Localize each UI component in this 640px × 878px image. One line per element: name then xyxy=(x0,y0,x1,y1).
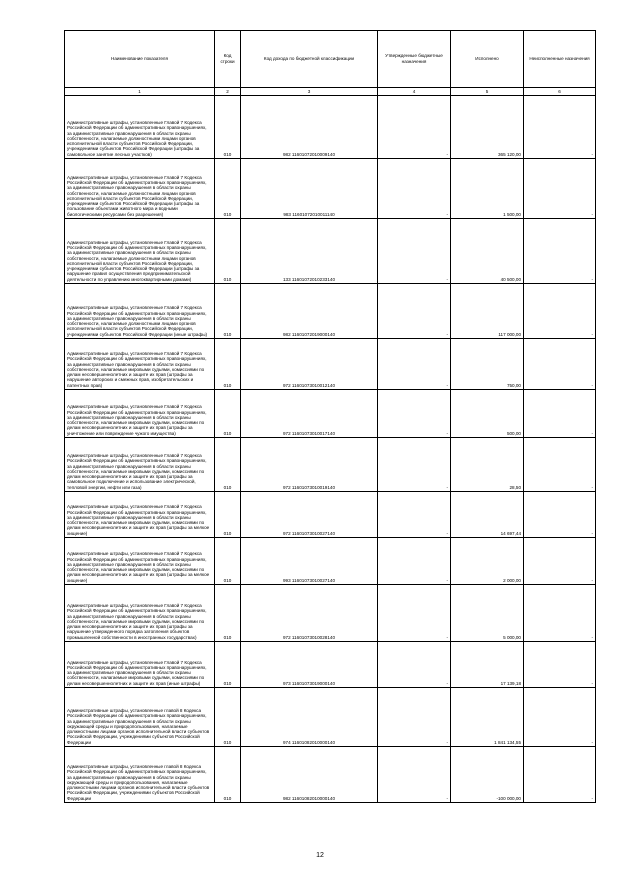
remaining-amount: - xyxy=(524,492,596,538)
budget-execution-table xyxy=(64,30,596,803)
indicator-name: Административные штрафы, установленные Главой 7 Кодекса Российской Федерации об административных правонарушениях, за административные правонарушения в области охраны собственности, налагаемые должностными лицами органов исполнительной власти субъектов Российской Федерации, учреждениями субъектов Российской Федерации (иные штрафы) xyxy=(65,284,215,339)
row-code: 010 xyxy=(215,538,241,585)
executed-amount: 2 000,00 xyxy=(451,538,524,585)
row-code: 010 xyxy=(215,585,241,642)
approved-amount: - xyxy=(378,642,451,688)
header-approved: Утвержденные бюджетные назначения xyxy=(378,31,451,88)
remaining-amount: - xyxy=(524,219,596,284)
column-number: 6 xyxy=(524,88,596,96)
column-number: 2 xyxy=(215,88,241,96)
approved-amount: - xyxy=(378,339,451,390)
remaining-amount: - xyxy=(524,339,596,390)
indicator-name: Административные штрафы, установленные главой 8 Кодекса Российской Федерации об административных правонарушениях, за административные правонарушения в области охраны окружающей среды и природопользования, налагаемые должностными лицами органов исполнительной власти субъектов Российской Федерации, учреждениями субъектов Российской Федерации xyxy=(65,747,215,803)
header-code: Код строки xyxy=(215,31,241,88)
income-code: 972 11601073010028140 xyxy=(241,585,378,642)
executed-amount: 365 120,00 xyxy=(451,96,524,159)
executed-amount: -100 000,00 xyxy=(451,747,524,803)
approved-amount: - xyxy=(378,492,451,538)
column-number: 5 xyxy=(451,88,524,96)
executed-amount: 1 500,00 xyxy=(451,159,524,219)
row-code: 010 xyxy=(215,159,241,219)
header-row xyxy=(65,31,596,88)
indicator-name: Административные штрафы, установленные Главой 7 Кодекса Российской Федерации об административных правонарушениях, за административные правонарушения в области охраны собственности, налагаемые мировыми судьями, комиссиями по делам несовершеннолетних и защите их прав (штрафы за нарушение авторских и смежных прав, изобретательских и патентных прав) xyxy=(65,339,215,390)
page-number: 12 xyxy=(316,852,324,859)
remaining-amount: - xyxy=(524,747,596,803)
executed-amount: 28,50 xyxy=(451,438,524,492)
header-name: Наименование показателя xyxy=(65,31,215,88)
approved-amount: - xyxy=(378,538,451,585)
column-number-row xyxy=(65,88,596,96)
income-code: 133 11601072010233140 xyxy=(241,219,378,284)
income-code: 972 11601073010019140 xyxy=(241,438,378,492)
approved-amount: - xyxy=(378,688,451,747)
executed-amount: 750,00 xyxy=(451,339,524,390)
income-code: 982 11601082010000140 xyxy=(241,747,378,803)
indicator-name: Административные штрафы, установленные Главой 7 Кодекса Российской Федерации об административных правонарушениях, за административные правонарушения в области охраны собственности, налагаемые мировыми судьями, комиссиями по делам несовершеннолетних и защите их прав (штрафы за мелкое хищение) xyxy=(65,492,215,538)
row-code: 010 xyxy=(215,390,241,438)
executed-amount: 14 697,44 xyxy=(451,492,524,538)
remaining-amount: - xyxy=(524,538,596,585)
table-row xyxy=(65,688,596,747)
row-code: 010 xyxy=(215,284,241,339)
approved-amount: - xyxy=(378,96,451,159)
indicator-name: Административные штрафы, установленные Главой 7 Кодекса Российской Федерации об административных правонарушениях, за административные правонарушения в области охраны собственности, налагаемые должностными лицами органов исполнительной власти субъектов Российской Федерации, учреждениями субъектов Российской Федерации (штрафы за самовольное занятие лесных участков) xyxy=(65,96,215,159)
approved-amount: - xyxy=(378,284,451,339)
table-row xyxy=(65,438,596,492)
table-body xyxy=(65,96,596,803)
table-row xyxy=(65,747,596,803)
indicator-name: Административные штрафы, установленные Главой 7 Кодекса Российской Федерации об административных правонарушениях, за административные правонарушения в области охраны собственности, налагаемые мировыми судьями, комиссиями по делам несовершеннолетних и защите их прав (иные штрафы) xyxy=(65,642,215,688)
indicator-name: Административные штрафы, установленные главой 8 Кодекса Российской Федерации об административных правонарушениях, за административные правонарушения в области охраны окружающей среды и природопользования, налагаемые должностными лицами органов исполнительной власти субъектов Российской Федерации, учреждениями субъектов Российской Федерации xyxy=(65,688,215,747)
header-kbk: Код дохода по бюджетной классификации xyxy=(241,31,378,88)
row-code: 010 xyxy=(215,492,241,538)
remaining-amount: - xyxy=(524,159,596,219)
column-number: 1 xyxy=(65,88,215,96)
header-executed: Исполнено xyxy=(451,31,524,88)
income-code: 982 11601072019000140 xyxy=(241,284,378,339)
approved-amount: - xyxy=(378,159,451,219)
executed-amount: 1 841 134,55 xyxy=(451,688,524,747)
column-number: 3 xyxy=(241,88,378,96)
table-row xyxy=(65,284,596,339)
table-row xyxy=(65,96,596,159)
table-row xyxy=(65,585,596,642)
income-code: 993 11601073010027140 xyxy=(241,538,378,585)
income-code: 983 11601072010011140 xyxy=(241,159,378,219)
table-row xyxy=(65,390,596,438)
remaining-amount: - xyxy=(524,585,596,642)
remaining-amount: - xyxy=(524,390,596,438)
executed-amount: 500,00 xyxy=(451,390,524,438)
executed-amount: 117 000,00 xyxy=(451,284,524,339)
remaining-amount: - xyxy=(524,438,596,492)
indicator-name: Административные штрафы, установленные Главой 7 Кодекса Российской Федерации об административных правонарушениях, за административные правонарушения в области охраны собственности, налагаемые должностными лицами органов исполнительной власти субъектов Российской Федерации, учреждениями субъектов Российской Федерации (штрафы за пользование объектами животного мира и водными биологическими ресурсами без разрешения) xyxy=(65,159,215,219)
table-row xyxy=(65,339,596,390)
income-code: 972 11601073010027140 xyxy=(241,492,378,538)
executed-amount: 17 139,18 xyxy=(451,642,524,688)
table-row xyxy=(65,219,596,284)
row-code: 010 xyxy=(215,438,241,492)
executed-amount: 40 500,00 xyxy=(451,219,524,284)
remaining-amount: - xyxy=(524,642,596,688)
row-code: 010 xyxy=(215,339,241,390)
row-code: 010 xyxy=(215,642,241,688)
approved-amount: - xyxy=(378,390,451,438)
executed-amount: 5 000,00 xyxy=(451,585,524,642)
indicator-name: Административные штрафы, установленные Главой 7 Кодекса Российской Федерации об административных правонарушениях, за административные правонарушения в области охраны собственности, налагаемые мировыми судьями, комиссиями по делам несовершеннолетних и защите их прав (штрафы за уничтожение или повреждение чужого имущества) xyxy=(65,390,215,438)
income-code: 972 11601073010012140 xyxy=(241,339,378,390)
row-code: 010 xyxy=(215,219,241,284)
row-code: 010 xyxy=(215,688,241,747)
row-code: 010 xyxy=(215,747,241,803)
table-row xyxy=(65,159,596,219)
approved-amount: - xyxy=(378,438,451,492)
header-remaining: Неисполненные назначения xyxy=(524,31,596,88)
remaining-amount: - xyxy=(524,96,596,159)
remaining-amount: - xyxy=(524,284,596,339)
approved-amount: - xyxy=(378,747,451,803)
column-number: 4 xyxy=(378,88,451,96)
approved-amount: - xyxy=(378,585,451,642)
income-code: 973 11601073019000140 xyxy=(241,642,378,688)
indicator-name: Административные штрафы, установленные Главой 7 Кодекса Российской Федерации об административных правонарушениях, за административные правонарушения в области охраны собственности, налагаемые мировыми судьями, комиссиями по делам несовершеннолетних и защите их прав (штрафы за мелкое хищение) xyxy=(65,538,215,585)
indicator-name: Административные штрафы, установленные Главой 7 Кодекса Российской Федерации об административных правонарушениях, за административные правонарушения в области охраны собственности, налагаемые должностными лицами органов исполнительной власти субъектов Российской Федерации, учреждениями субъектов Российской Федерации (штрафы за нарушение правил осуществления предпринимательской деятельности по управлению многоквартирными домами) xyxy=(65,219,215,284)
remaining-amount: - xyxy=(524,688,596,747)
table-row xyxy=(65,492,596,538)
row-code: 010 xyxy=(215,96,241,159)
income-code: 974 11601082010000140 xyxy=(241,688,378,747)
indicator-name: Административные штрафы, установленные Главой 7 Кодекса Российской Федерации об административных правонарушениях, за административные правонарушения в области охраны собственности, налагаемые мировыми судьями, комиссиями по делам несовершеннолетних и защите их прав (штрафы за самовольное подключение и использование электрической, тепловой энергии, нефти или газа) xyxy=(65,438,215,492)
income-code: 982 11601072010009140 xyxy=(241,96,378,159)
income-code: 972 11601073010017140 xyxy=(241,390,378,438)
approved-amount: - xyxy=(378,219,451,284)
table-row xyxy=(65,642,596,688)
indicator-name: Административные штрафы, установленные Главой 7 Кодекса Российской Федерации об административных правонарушениях, за административные правонарушения в области охраны собственности, налагаемые мировыми судьями, комиссиями по делам несовершеннолетних и защите их прав (штрафы за нарушение утвержденного порядка затопления объектов промышленной собственности в иностранных государствах) xyxy=(65,585,215,642)
table-row xyxy=(65,538,596,585)
